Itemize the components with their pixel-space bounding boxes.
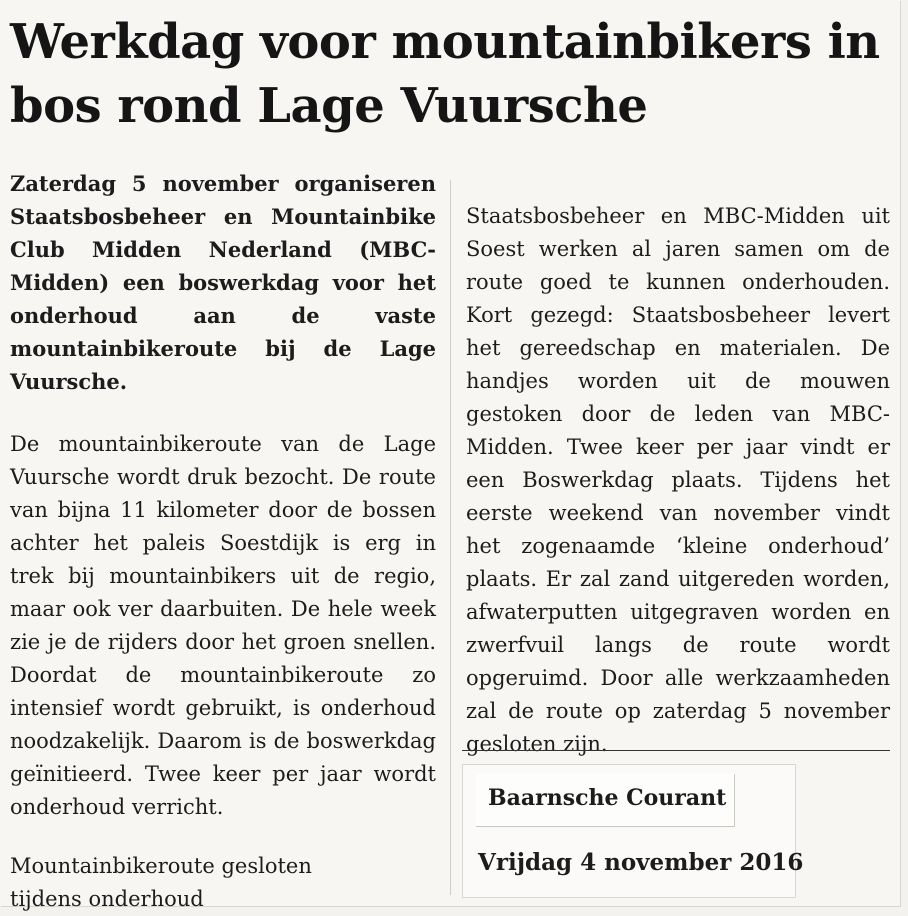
article-lead: Zaterdag 5 november organiseren Staatsbosbeheer en Mountainbike Club Midden Nederland (MBC-Midden) een boswerkdag voor het onderhoud aan de vaste mountainbikeroute bij de Lage Vuursche. bbox=[10, 171, 436, 394]
column-right bbox=[466, 200, 890, 761]
newspaper-name: Baarnsche Courant bbox=[488, 785, 727, 811]
column-left bbox=[10, 167, 436, 916]
publication-date: Vrijdag 4 november 2016 bbox=[478, 849, 804, 876]
newspaper-label bbox=[476, 774, 735, 827]
article-body-2: Staatsbosbeheer en MBC-Midden uit Soest werken al jaren samen om de route goed te kunnen onderhouden. Kort gezegd: Staatsbosbeheer levert het gereedschap en materialen. De handjes worden uit de mouwen gestoken door de leden van MBC-Midden. Twee keer per jaar vindt er een Boswerkdag plaats. Tijdens het eerste weekend van november vindt het zogenaamde ‘kleine onderhoud’ plaats. Er zal zand uitgereden worden, afwaterputten uitgegraven worden en zwerfvuil langs de route wordt opgeruimd. Door alle werkzaamheden zal de route op zaterdag 5 november gesloten zijn. bbox=[466, 204, 890, 756]
article-subhead-line2: tijdens onderhoud bbox=[10, 887, 204, 911]
column-divider bbox=[450, 180, 451, 895]
article-body-1: De mountainbikeroute van de Lage Vuursche wordt druk bezocht. De route van bijna 11 kilometer door de bossen achter het paleis Soestdijk is erg in trek bij mountainbikers uit de regio, maar ook ver daarbuiten. De hele week zie je de rijders door het groen snellen. Doordat de mountainbikeroute zo intensief wordt gebruikt, is onderhoud noodzakelijk. Daarom is de boswerkdag geïnitieerd. Twee keer per jaar wordt onderhoud verricht. bbox=[10, 432, 436, 819]
article-title: Werkdag voor mountainbikers in bos rond Lage Vuursche bbox=[10, 14, 880, 134]
end-rule bbox=[462, 750, 890, 751]
article-subhead-line1: Mountainbikeroute gesloten bbox=[10, 854, 312, 878]
